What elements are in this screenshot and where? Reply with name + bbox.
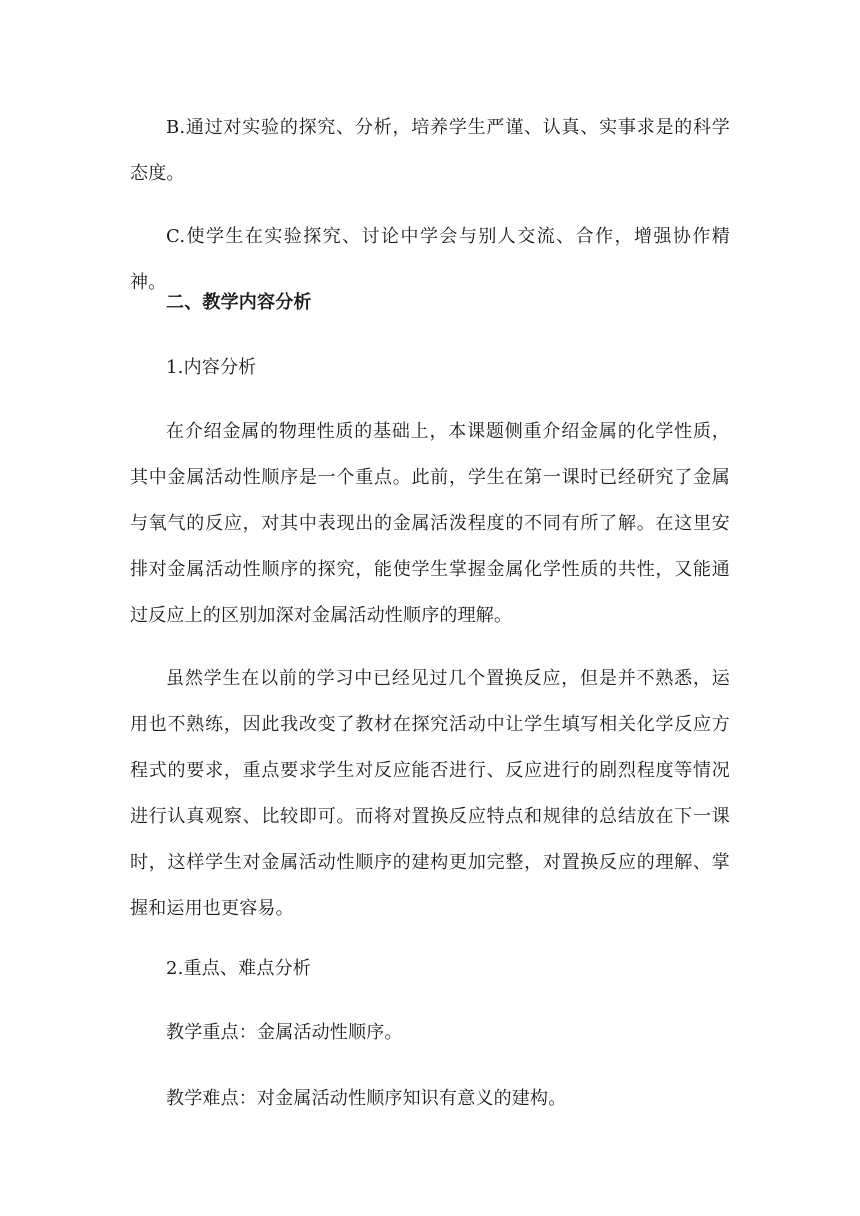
- key-point-paragraph: 教学重点：金属活动性顺序。: [166, 1022, 403, 1043]
- sub-heading-key-difficult-analysis: 2.重点、难点分析: [166, 958, 311, 979]
- section-heading: 二、教学内容分析: [166, 292, 312, 313]
- objective-b-paragraph: B.通过对实验的探究、分析，培养学生严谨、认真、实事求是的科学态度。: [130, 117, 730, 184]
- objective-c-paragraph: C.使学生在实验探究、讨论中学会与别人交流、合作，增强协作精神。: [130, 226, 730, 293]
- content-paragraph-2: 虽然学生在以前的学习中已经见过几个置换反应，但是并不熟悉，运用也不熟练，因此我改变了教材在探究活动中让学生填写相关化学反应方程式的要求，重点要求学生对反应能否进行、反应进行的剧烈程度等情况进行认真观察、比较即可。而将对置换反应特点和规律的总结放在下一课时，这样学生对金属活动性顺序的建构更加完整，对置换反应的理解、掌握和运用也更容易。: [130, 668, 730, 919]
- difficult-point-paragraph: 教学难点：对金属活动性顺序知识有意义的建构。: [166, 1088, 567, 1109]
- sub-heading-content-analysis: 1.内容分析: [166, 357, 257, 378]
- content-paragraph-1: 在介绍金属的物理性质的基础上，本课题侧重介绍金属的化学性质，其中金属活动性顺序是一个重点。此前，学生在第一课时已经研究了金属与氧气的反应，对其中表现出的金属活泼程度的不同有所了解。在这里安排对金属活动性顺序的探究，能使学生掌握金属化学性质的共性，又能通过反应上的区别加深对金属活动性顺序的理解。: [130, 421, 730, 626]
